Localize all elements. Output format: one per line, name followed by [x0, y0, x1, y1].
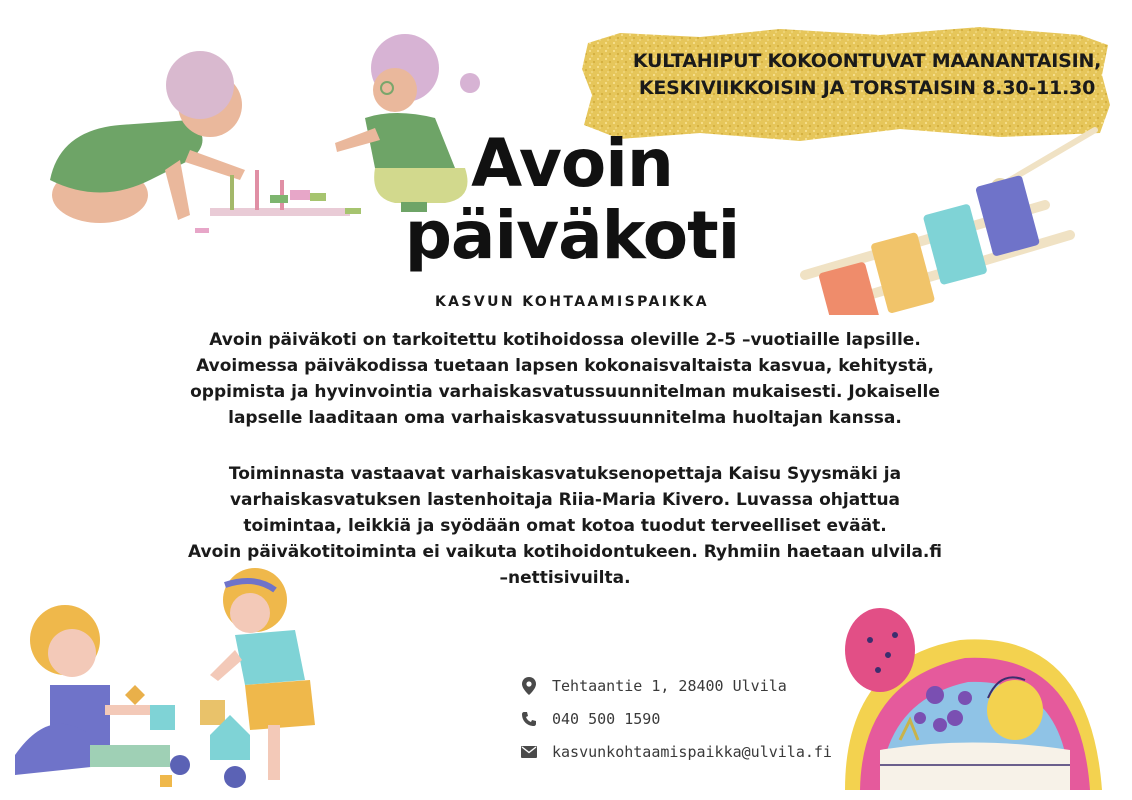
email-text: kasvunkohtaamispaikka@ulvila.fi [552, 743, 832, 761]
banner-schedule-text [612, 48, 1122, 102]
staff-line: –nettisivuilta. [499, 568, 631, 588]
intro-paragraph [130, 327, 1000, 431]
address-text: Tehtaantie 1, 28400 Ulvila [552, 677, 787, 695]
mail-icon [520, 743, 538, 761]
intro-line: Avoin päiväkoti on tarkoitettu kotihoidossa oleville 2-5 –vuotiaille lapsille. [209, 330, 921, 350]
staff-line: varhaiskasvatuksen lastenhoitaja Riia-Maria Kivero. Luvassa ohjattua [229, 490, 901, 510]
staff-line: toimintaa, leikkiä ja syödään omat kotoa tuodut terveelliset eväät. [243, 516, 887, 536]
contact-email [520, 740, 832, 764]
staff-line: Avoin päiväkotitoiminta ei vaikuta kotihoidontukeen. Ryhmiin haetaan ulvila.fi [188, 542, 942, 562]
children-abacus-illustration [40, 30, 370, 240]
intro-line: lapselle laaditaan oma varhaiskasvatussuunnitelma huoltajan kanssa. [228, 408, 902, 428]
page-title [392, 125, 752, 274]
phone-icon [520, 710, 538, 728]
banner-line-1: KULTAHIPUT KOKOONTUVAT MAANANTAISIN, [632, 50, 1102, 72]
title-line-1: Avoin [471, 125, 673, 202]
contact-address [520, 674, 787, 698]
intro-line: Avoimessa päiväkodissa tuetaan lapsen kokonaisvaltaista kasvua, kehitystä, [196, 356, 934, 376]
location-pin-icon [520, 677, 538, 695]
title-line-2: päiväkoti [404, 197, 740, 274]
staff-line: Toiminnasta vastaavat varhaiskasvatuksenopettaja Kaisu Syysmäki ja [228, 464, 902, 484]
contact-phone [520, 707, 660, 731]
xylophone-illustration [795, 125, 1105, 315]
intro-line: oppimista ja hyvinvointia varhaiskasvatussuunnitelman mukaisesti. Jokaiselle [190, 382, 940, 402]
child-drawing-illustration [840, 600, 1110, 795]
page-subtitle: KASVUN KOHTAAMISPAIKKA [434, 294, 710, 310]
children-blocks-illustration [10, 565, 340, 800]
banner-line-2: KESKIVIIKKOISIN JA TORSTAISIN 8.30-11.30 [638, 77, 1096, 99]
phone-text: 040 500 1590 [552, 710, 661, 728]
